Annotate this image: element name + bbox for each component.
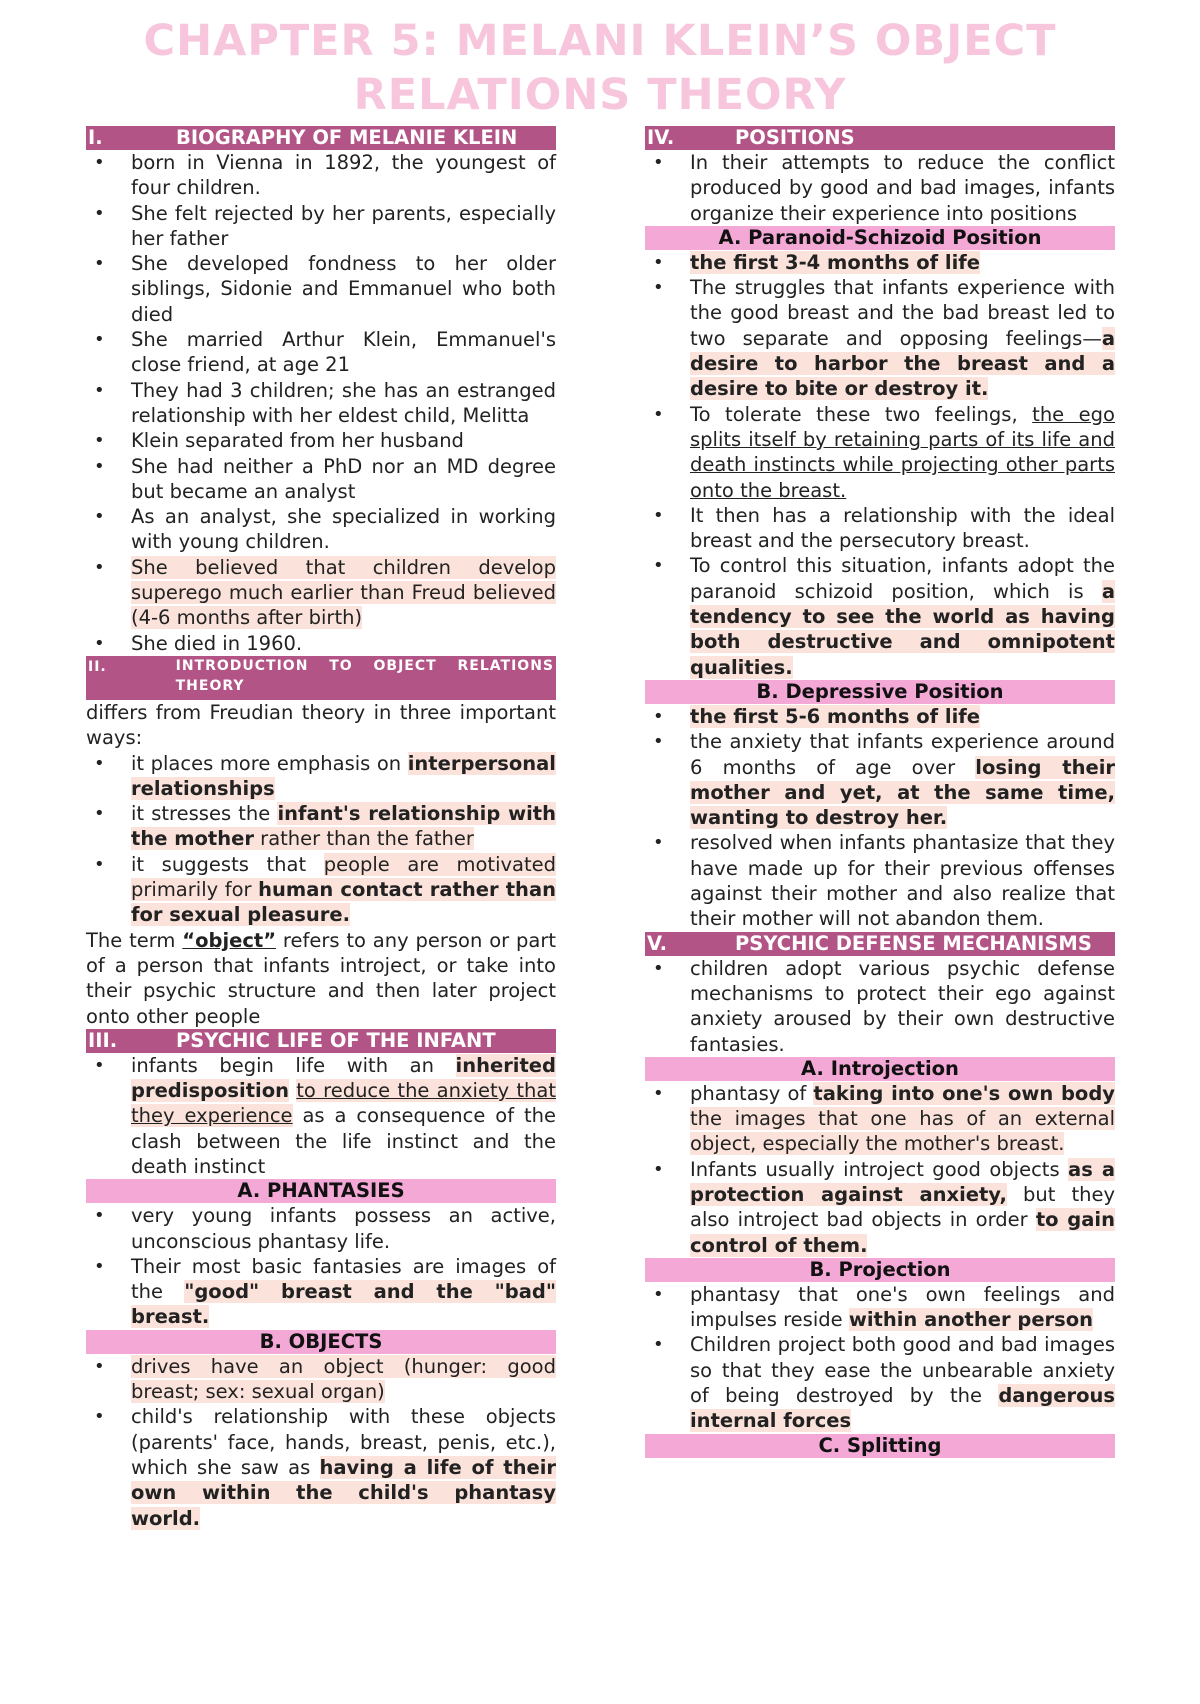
left-column	[86, 126, 556, 1531]
list-item: • the first 3-4 months of life	[645, 250, 1115, 275]
list-item: • Klein separated from her husband	[86, 428, 556, 453]
list-item	[86, 555, 556, 631]
psychic-life-list	[86, 1053, 556, 1179]
list-item: • To tolerate these two feelings, the ego splits itself by retaining parts of its life and death instincts while projecting other parts onto the breast.	[645, 402, 1115, 503]
biography-list	[86, 150, 556, 656]
section-number: II.	[88, 658, 107, 675]
depressive-list	[645, 704, 1115, 932]
right-column	[645, 126, 1115, 1458]
section-header-psychic-life	[86, 1029, 556, 1053]
list-item: • She had neither a PhD nor an MD degree but became an analyst	[86, 454, 556, 505]
list-item: • it suggests that people are motivated primarily for human contact rather than for sexual pleasure.	[86, 852, 556, 928]
section-header-defense-mechanisms	[645, 932, 1115, 956]
list-item: • As an analyst, she specialized in working with young children.	[86, 504, 556, 555]
list-item: • phantasy that one's own feelings and impulses reside within another person	[645, 1282, 1115, 1333]
list-item: • it stresses the infant's relationship with the mother rather than the father	[86, 801, 556, 852]
introjection-list	[645, 1081, 1115, 1258]
section-header-introduction	[86, 656, 556, 700]
subsection-header-paranoid-schizoid: A. Paranoid-Schizoid Position	[645, 226, 1115, 250]
list-item: • phantasy of taking into one's own body the images that one has of an external object, especially the mother's breast.	[645, 1081, 1115, 1157]
list-item: • drives have an object (hunger: good breast; sex: sexual organ)	[86, 1354, 556, 1405]
defense-list	[645, 956, 1115, 1057]
introduction-list	[86, 751, 556, 928]
list-item: • She married Arthur Klein, Emmanuel's close friend, at age 21	[86, 327, 556, 378]
subsection-header-introjection: A. Introjection	[645, 1057, 1115, 1081]
section-title: POSITIONS	[735, 126, 855, 149]
section-title: PSYCHIC LIFE OF THE INFANT	[176, 1028, 496, 1052]
section-number: V.	[647, 931, 667, 955]
object-definition: The term “object” refers to any person or part of a person that infants introject, or take into their psychic structure and then later project onto other people	[86, 928, 556, 1028]
paranoid-schizoid-list	[645, 250, 1115, 680]
list-item: • In their attempts to reduce the conflict produced by good and bad images, infants organize their experience into positions	[645, 150, 1115, 226]
list-item: • The struggles that infants experience with the good breast and the bad breast led to two separate and opposing feelings—a desire to harbor the breast and a desire to bite or destroy it.	[645, 275, 1115, 401]
subsection-header-splitting: C. Splitting	[645, 1434, 1115, 1458]
page-title: CHAPTER 5: MELANI KLEIN’S OBJECT RELATIONS THEORY	[143, 16, 1057, 120]
section-title: BIOGRAPHY OF MELANIE KLEIN	[176, 126, 518, 149]
list-item: • the anxiety that infants experience around 6 months of age over losing their mother and yet, at the same time, wanting to destroy her.	[645, 729, 1115, 830]
subsection-header-projection: B. Projection	[645, 1258, 1115, 1282]
positions-list	[645, 150, 1115, 226]
intro-paragraph: differs from Freudian theory in three important ways:	[86, 700, 556, 750]
highlighted-text: She believed that children develop superego much earlier than Freud believed (4-6 months after birth)	[131, 555, 556, 630]
section-title: PSYCHIC DEFENSE MECHANISMS	[735, 931, 1092, 955]
section-header-positions	[645, 126, 1115, 150]
section-number: I.	[88, 126, 103, 149]
list-item: • it places more emphasis on interpersonal relationships	[86, 751, 556, 802]
subsection-header-depressive: B. Depressive Position	[645, 680, 1115, 704]
list-item: • It then has a relationship with the ideal breast and the persecutory breast.	[645, 503, 1115, 554]
list-item: • resolved when infants phantasize that they have made up for their previous offenses against their mother and also realize that their mother will not abandon them.	[645, 830, 1115, 931]
list-item: • Children project both good and bad images so that they ease the unbearable anxiety of being destroyed by the dangerous internal forces	[645, 1332, 1115, 1433]
subsection-header-objects: B. OBJECTS	[86, 1330, 556, 1354]
list-item: • child's relationship with these objects (parents' face, hands, breast, penis, etc.), which she saw as having a life of their own within the child's phantasy world.	[86, 1404, 556, 1530]
list-item: • the first 5-6 months of life	[645, 704, 1115, 729]
list-item: • She felt rejected by her parents, especially her father	[86, 201, 556, 252]
list-item: • She developed fondness to her older siblings, Sidonie and Emmanuel who both died	[86, 251, 556, 327]
list-item: • born in Vienna in 1892, the youngest of four children.	[86, 150, 556, 201]
phantasies-list	[86, 1203, 556, 1329]
list-item: • Infants usually introject good objects as a protection against anxiety, but they also introject bad objects in order to gain control of them.	[645, 1157, 1115, 1258]
section-number: III.	[88, 1028, 118, 1052]
list-item: • She died in 1960.	[86, 631, 556, 656]
section-number: IV.	[647, 126, 675, 149]
list-item: • infants begin life with an inherited predisposition to reduce the anxiety that they experience as a consequence of the clash between the life instinct and the death instinct	[86, 1053, 556, 1179]
list-item: • Their most basic fantasies are images of the "good" breast and the "bad" breast.	[86, 1254, 556, 1330]
subsection-header-phantasies: A. PHANTASIES	[86, 1179, 556, 1203]
list-item: • To control this situation, infants adopt the paranoid schizoid position, which is a tendency to see the world as having both destructive and omnipotent qualities.	[645, 553, 1115, 679]
list-item: • children adopt various psychic defense mechanisms to protect their ego against anxiety aroused by their own destructive fantasies.	[645, 956, 1115, 1057]
list-item: • They had 3 children; she has an estranged relationship with her eldest child, Melitta	[86, 378, 556, 429]
section-title: INTRODUCTION TO OBJECT RELATIONS THEORY	[175, 657, 554, 694]
objects-list	[86, 1354, 556, 1531]
projection-list	[645, 1282, 1115, 1434]
section-header-biography	[86, 126, 556, 150]
list-item: • very young infants possess an active, unconscious phantasy life.	[86, 1203, 556, 1254]
